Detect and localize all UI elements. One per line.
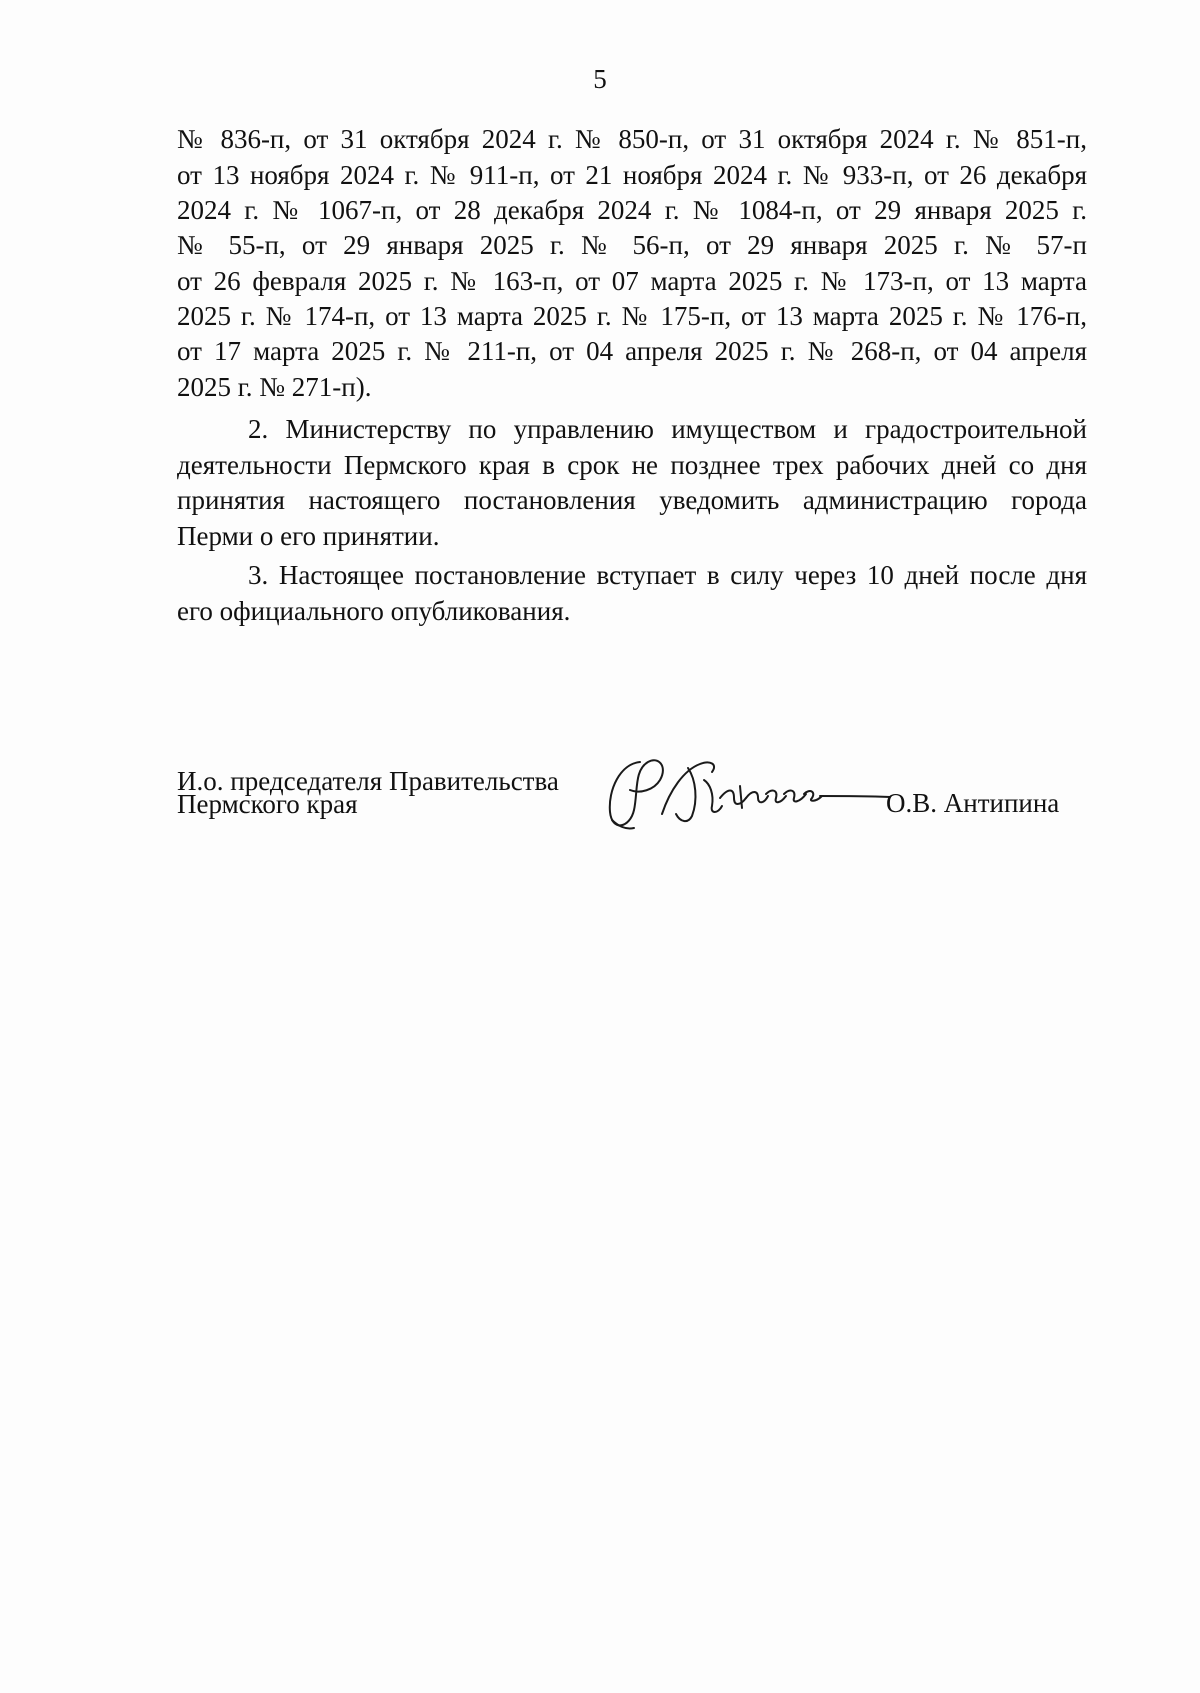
paragraph-line: № 836-п, от 31 октября 2024 г. № 850-п, от 31 октября 2024 г. № 851-п, bbox=[177, 124, 1087, 154]
paragraph-2-line: деятельности Пермского края в срок не позднее трех рабочих дней со дня bbox=[177, 450, 1087, 480]
signatory-position-line: И.о. председателя Правительства bbox=[177, 766, 559, 796]
paragraph-line: от 26 февраля 2025 г. № 163-п, от 07 марта 2025 г. № 173-п, от 13 марта bbox=[177, 266, 1087, 296]
page-number: 5 bbox=[593, 64, 607, 94]
paragraph-line: № 55-п, от 29 января 2025 г. № 56-п, от 29 января 2025 г. № 57-п bbox=[177, 230, 1087, 260]
signatory-position bbox=[177, 766, 559, 819]
signatory-name: О.В. Антипина bbox=[886, 788, 1060, 818]
handwritten-signature-icon bbox=[600, 750, 900, 840]
paragraph-3-line: 3. Настоящее постановление вступает в силу через 10 дней после дня bbox=[248, 560, 1087, 590]
paragraph-line: от 13 ноября 2024 г. № 911-п, от 21 ноября 2024 г. № 933-п, от 26 декабря bbox=[177, 160, 1087, 190]
paragraph-3-line: его официального опубликования. bbox=[177, 596, 571, 626]
paragraph-2-line: Перми о его принятии. bbox=[177, 521, 440, 551]
paragraph-2-line: 2. Министерству по управлению имуществом и градостроительной bbox=[248, 414, 1087, 444]
paragraph-line: 2025 г. № 271-п). bbox=[177, 372, 372, 402]
signatory-position-line: Пермского края bbox=[177, 789, 358, 819]
paragraph-line: 2025 г. № 174-п, от 13 марта 2025 г. № 175-п, от 13 марта 2025 г. № 176-п, bbox=[177, 301, 1087, 331]
paragraph-2-line: принятия настоящего постановления уведомить администрацию города bbox=[177, 485, 1087, 515]
paragraph-line: 2024 г. № 1067-п, от 28 декабря 2024 г. № 1084-п, от 29 января 2025 г. bbox=[177, 195, 1087, 225]
paragraph-line: от 17 марта 2025 г. № 211-п, от 04 апреля 2025 г. № 268-п, от 04 апреля bbox=[177, 336, 1087, 366]
